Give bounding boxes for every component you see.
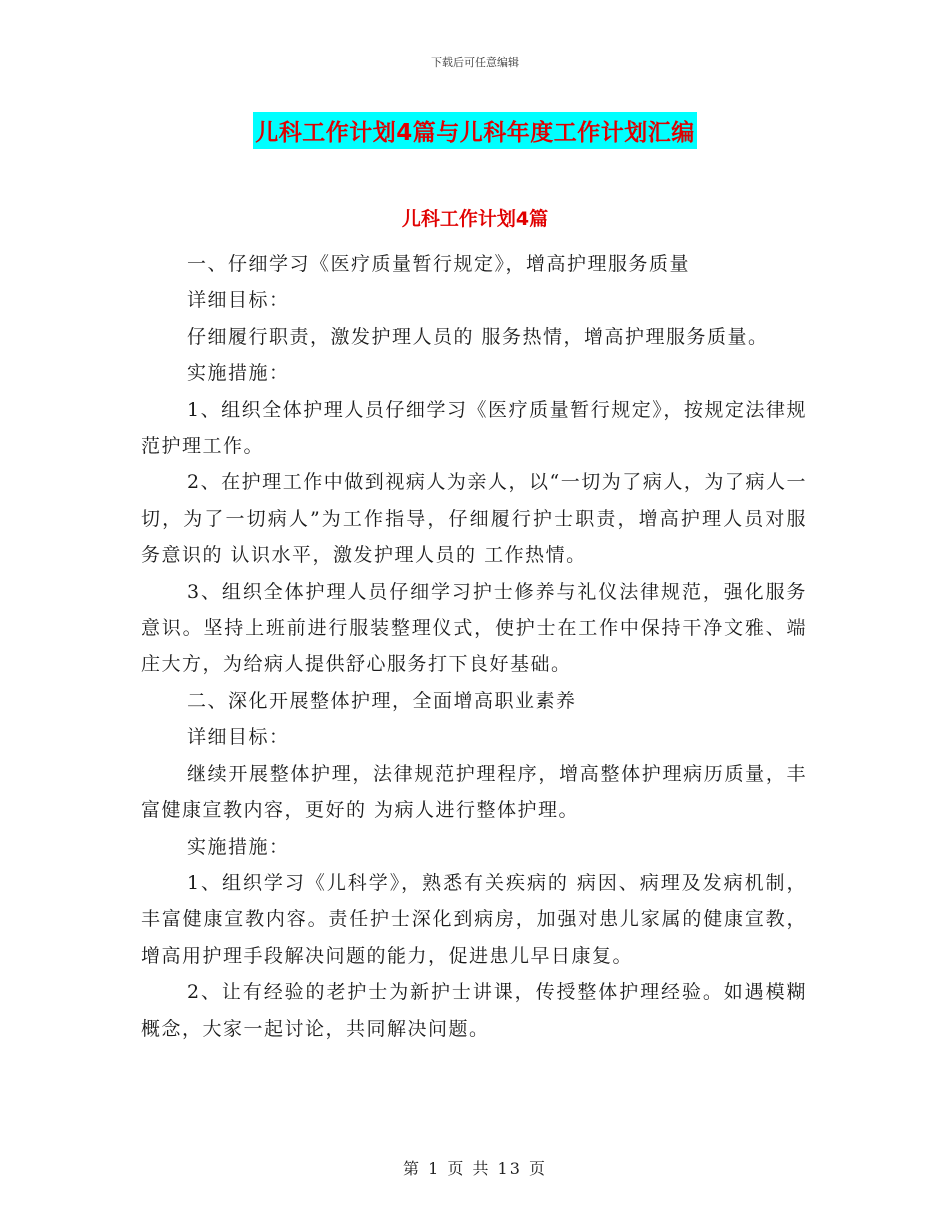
document-title: 儿科工作计划4篇与儿科年度工作计划汇编 xyxy=(253,112,697,149)
paragraph: 继续开展整体护理，法律规范护理程序，增高整体护理病历质量，丰富健康宣教内容，更好的 为病人进行整体护理。 xyxy=(141,762,807,822)
paragraph: 实施措施： xyxy=(187,362,290,385)
paragraph: 二、深化开展整体护理，全面增高职业素养 xyxy=(187,689,577,712)
main-title-container xyxy=(0,112,950,149)
paragraph: 仔细履行职责，激发护理人员的 服务热情，增高护理服务质量。 xyxy=(187,325,769,348)
paragraph: 1、组织学习《儿科学》，熟悉有关疾病的 病因、病理及发病机制，丰富健康宣教内容。责任护士深化到病房，加强对患儿家属的健康宣教，增高用护理手段解决问题的能力，促进患儿早日康复。 xyxy=(141,871,807,967)
document-body xyxy=(141,246,807,1047)
page-footer: 第 1 页 共 13 页 xyxy=(403,1159,547,1178)
paragraph: 一、仔细学习《医疗质量暂行规定》，增高护理服务质量 xyxy=(187,253,691,275)
header-note: 下载后可任意编辑 xyxy=(431,56,519,69)
paragraph: 3、组织全体护理人员仔细学习护士修养与礼仪法律规范，强化服务意识。坚持上班前进行服装整理仪式，使护士在工作中保持干净文雅、端庄大方，为给病人提供舒心服务打下良好基础。 xyxy=(141,580,807,676)
paragraph: 详细目标： xyxy=(187,726,290,749)
paragraph: 详细目标： xyxy=(187,289,290,312)
paragraph: 2、让有经验的老护士为新护士讲课，传授整体护理经验。如遇模糊概念，大家一起讨论，共同解决问题。 xyxy=(141,981,807,1040)
paragraph: 实施措施： xyxy=(187,835,290,858)
paragraph: 1、组织全体护理人员仔细学习《医疗质量暂行规定》，按规定法律规范护理工作。 xyxy=(141,398,807,458)
paragraph: 2、在护理工作中做到视病人为亲人，以“一切为了病人，为了病人一切，为了一切病人”为工作指导，仔细履行护士职责，增高护理人员对服务意识的 认识水平，激发护理人员的 工作热情。 xyxy=(141,471,807,567)
section-title: 儿科工作计划4篇 xyxy=(401,208,549,230)
